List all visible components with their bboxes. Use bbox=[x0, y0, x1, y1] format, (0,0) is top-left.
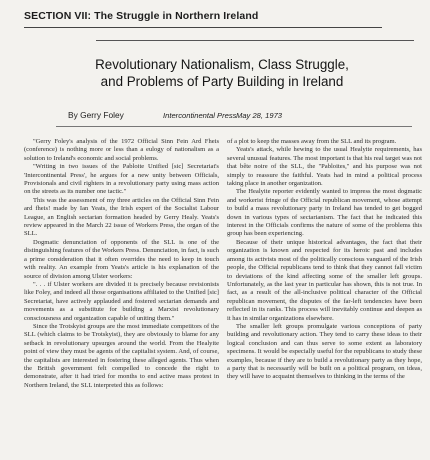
header-underline bbox=[96, 40, 414, 41]
byline-rule bbox=[56, 126, 412, 127]
paragraph: "Writing in two issues of the Pabloite Unified [sic] Secretariat's 'Intercontinental Press', he argues for a new unity between Officials, Provisionals and civil righters in a revolutionary party using mass action on the streets as its number one tactic." bbox=[24, 163, 219, 196]
publication-name: Intercontinental Press bbox=[163, 111, 237, 120]
paragraph: Because of their unique historical advantages, the fact that their organization is known and respected for its heroic past and includes among its activists most of the politically conscious vanguard of the Irish people, the Official republicans tend to think that they cannot fall victim to deviations of the kind affecting some of the smaller left groups. Unfortunately, as the last year in particular has shown, this is not true. In fact, as a result of the all-inclusive political character of the Official republican movement, the disputes of the far-left tendencies have been reflected in its ranks. This process will inevitably continue and deepen as it has in similar organizations elsewhere. bbox=[227, 238, 422, 322]
text-column-right bbox=[227, 138, 422, 460]
article-title bbox=[42, 56, 402, 90]
paragraph: Since the Trotskyist groups are the most immediate competitors of the SLL (which claims to be Trotskyist), they are obviously to blame for any setback in revolutionary upsurges around the world. From the Healyite point of view they must be agents of the capitalist system. And, of course, the capitalists are interested in fostering these alleged agents. Thus when the British government felt compelled to concede the right to demonstrate, after it had tried for months to end active mass protest in Northern Ireland, the SLL interpreted this as follows: bbox=[24, 322, 219, 389]
section-heading: SECTION VII: The Struggle in Northern Ireland bbox=[24, 10, 259, 22]
quote-paragraph: ". . . if Ulster workers are divided it is precisely because revisionists like Foley, and indeed all those organisations affiliated to the Unified [sic] Secretariat, have actively applauded and fostered sectarian demands and movements as a substitute for building a Marxist revolutionary consciousness and organization capable of uniting them." bbox=[24, 280, 219, 322]
header-rule bbox=[24, 27, 382, 28]
article-title-line-2: and Problems of Party Building in Ireland bbox=[100, 74, 344, 89]
paragraph: "Gerry Foley's analysis of the 1972 Official Sinn Fein Ard Fheis (conference) is nothing more or less than a eulogy of nationalism as a solution to Ireland's economic and social problems. bbox=[24, 138, 219, 162]
publication-date: May 28, 1973 bbox=[236, 111, 283, 120]
paragraph: The Healyite reporter evidently wanted to impress the most dogmatic and workerist fringe of the Official republican movement, whose attempt to build a mass revolutionary party in Ireland has tended to get bogged down in various types of sectarianism. The fact that he indicated this interest in the Officials confirms the nature of some of the problems this group has been experiencing. bbox=[227, 188, 422, 238]
paragraph-continued: of a plot to keep the masses away from the SLL and its program. bbox=[227, 138, 397, 145]
paragraph: This was the assessment of my three articles on the Official Sinn Fein ard fheis! made by Ian Yeats, the Irish expert of the Socialist Labour League, an English sectarian formation headed by Gerry Healy. Yeats's review appeared in the March 22 issue of Workers Press, the organ of the SLL. bbox=[24, 196, 219, 238]
text-column-left bbox=[24, 138, 219, 460]
paragraph: The smaller left groups promulgate various conceptions of party building and revolutionary action. They tend to carry these ideas to their logical conclusion and can thus serve to some extent as laboratory specimens. It would be especially useful for the republicans to study these examples, because if they are to build a revolutionary party as they hope, a party that is necessarily will be built on a political program, on ideas, they will have to acquaint themselves to thinking in the terms of the bbox=[227, 322, 422, 381]
byline bbox=[68, 110, 398, 124]
paragraph: Dogmatic denunciation of opponents of the SLL is one of the distinguishing features of the Workers Press. Denunciation, in fact, is such a prime consideration that it often overrides the need to keep in touch with reality. An example from Yeats's article is his explanation of the source of division among Ulster workers: bbox=[24, 238, 219, 280]
article-title-line-1: Revolutionary Nationalism, Class Struggle, bbox=[95, 57, 349, 72]
author: By Gerry Foley bbox=[68, 110, 124, 120]
paragraph: Yeats's attack, while hewing to the usual Healyite requirements, has several unusual features. The most important is that his real target was not that bête noire of the SLL, the "Pabloites," and his purpose was not simply to reassure the faithful. Yeats had in mind a political process taking place in another organization. bbox=[227, 146, 422, 188]
